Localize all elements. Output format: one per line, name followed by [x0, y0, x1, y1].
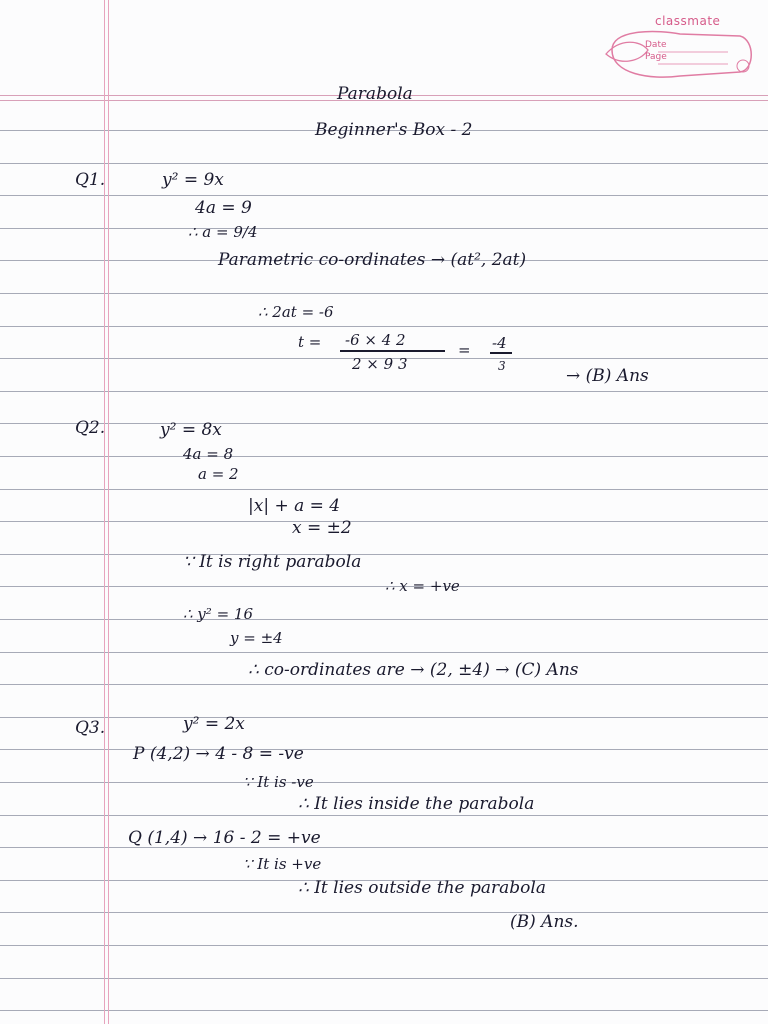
q2-line-9: y = ±4 — [230, 629, 283, 647]
ruled-line — [0, 554, 768, 555]
q3-line-2: P (4,2) → 4 - 8 = -ve — [133, 744, 304, 764]
q2-line-1: y² = 8x — [160, 420, 222, 440]
ruled-line — [0, 293, 768, 294]
ruled-line — [0, 195, 768, 196]
q1-result-bar — [490, 352, 512, 354]
ruled-line — [0, 717, 768, 718]
ruled-line — [0, 847, 768, 848]
ruled-line — [0, 586, 768, 587]
ruled-line — [0, 456, 768, 457]
q2-label: Q2. — [75, 418, 106, 438]
page-subtitle: Beginner's Box - 2 — [315, 120, 473, 140]
margin-line-left-inner — [108, 0, 109, 1024]
q1-line-3: ∴ a = 9/4 — [188, 223, 258, 241]
ruled-line — [0, 1010, 768, 1011]
q3-label: Q3. — [75, 718, 106, 738]
ruled-line — [0, 912, 768, 913]
q3-line-4: ∴ It lies inside the parabola — [298, 794, 535, 814]
q1-line-2: 4a = 9 — [195, 198, 252, 218]
q3-line-3: ∵ It is -ve — [243, 773, 314, 791]
page-label: Page — [645, 52, 667, 62]
q1-t-numerator: -6 × 4 2 — [345, 331, 406, 349]
q2-line-2: 4a = 8 — [183, 445, 234, 463]
ruled-line — [0, 749, 768, 750]
ruled-line — [0, 652, 768, 653]
ruled-line — [0, 163, 768, 164]
q1-t-lhs: t = — [298, 333, 322, 351]
ruled-line — [0, 945, 768, 946]
ruled-line — [0, 782, 768, 783]
date-label: Date — [645, 40, 667, 50]
q1-line-1: y² = 9x — [162, 170, 224, 190]
ruled-line — [0, 391, 768, 392]
q3-line-6: ∵ It is +ve — [243, 855, 322, 873]
q2-line-6: ∵ It is right parabola — [183, 552, 362, 572]
q2-line-10: ∴ co-ordinates are → (2, ±4) → (C) Ans — [248, 660, 579, 680]
ruled-line — [0, 489, 768, 490]
q2-line-4: |x| + a = 4 — [248, 496, 341, 516]
ruled-line — [0, 619, 768, 620]
q1-line-5: ∴ 2at = -6 — [258, 303, 334, 321]
q2-line-3: a = 2 — [198, 465, 239, 483]
q1-answer: → (B) Ans — [566, 366, 649, 386]
ruled-line — [0, 978, 768, 979]
ruled-line — [0, 815, 768, 816]
brand-name: classmate — [655, 14, 721, 28]
q3-line-7: ∴ It lies outside the parabola — [298, 878, 546, 898]
ruled-line — [0, 684, 768, 685]
ruled-line — [0, 423, 768, 424]
ruled-line — [0, 228, 768, 229]
q1-equals: = — [458, 341, 471, 359]
q1-line-4: Parametric co-ordinates → (at², 2at) — [218, 250, 527, 270]
q1-fraction-bar — [340, 350, 445, 352]
q1-label: Q1. — [75, 170, 106, 190]
ruled-line — [0, 326, 768, 327]
q3-line-1: y² = 2x — [183, 714, 245, 734]
q2-line-8: ∴ y² = 16 — [183, 605, 253, 623]
q2-line-5: x = ±2 — [292, 518, 352, 538]
page-title: Parabola — [337, 84, 413, 104]
q1-result-numerator: -4 — [492, 334, 507, 352]
q1-t-denominator: 2 × 9 3 — [352, 355, 408, 373]
ruled-line — [0, 521, 768, 522]
q1-result-denominator: 3 — [498, 359, 506, 373]
q3-line-8: (B) Ans. — [510, 912, 579, 932]
q2-line-7: ∴ x = +ve — [385, 577, 460, 595]
margin-line-left — [104, 0, 105, 1024]
q3-line-5: Q (1,4) → 16 - 2 = +ve — [128, 828, 321, 848]
